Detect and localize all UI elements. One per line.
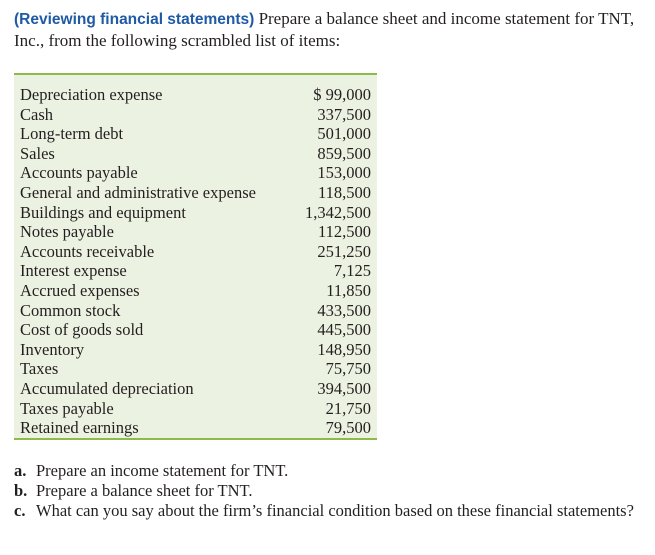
questions-list — [14, 461, 644, 521]
item-value: 433,500 — [317, 300, 371, 320]
table-row — [20, 340, 371, 360]
item-value: 7,125 — [333, 261, 371, 281]
item-label: Long-term debt — [20, 124, 124, 144]
item-label: Cost of goods sold — [20, 320, 144, 340]
table-row — [20, 261, 371, 281]
item-value: $ 99,000 — [313, 85, 371, 104]
item-value: 394,500 — [317, 378, 371, 398]
item-label: Taxes — [20, 359, 59, 379]
problem-text: Prepare a balance sheet and income statement for TNT, Inc., from the following scrambled list of items: — [14, 9, 635, 50]
items-list — [20, 85, 371, 438]
item-value: 11,850 — [326, 280, 371, 300]
item-label: Buildings and equipment — [20, 202, 186, 222]
table-row — [20, 144, 371, 164]
items-table — [14, 73, 377, 440]
item-label: Inventory — [20, 339, 85, 359]
table-row — [20, 163, 371, 183]
item-value: 859,500 — [317, 143, 371, 163]
item-label: Depreciation expense — [20, 85, 163, 104]
item-value: 112,500 — [317, 222, 371, 242]
item-value: 118,500 — [317, 182, 371, 202]
item-label: Interest expense — [20, 261, 127, 281]
item-label: General and administrative expense — [20, 182, 256, 202]
question-text: Prepare an income statement for TNT. — [36, 461, 289, 480]
item-label: Cash — [20, 104, 53, 124]
table-row — [20, 105, 371, 125]
item-value: 337,500 — [317, 104, 371, 124]
table-row — [20, 222, 371, 242]
item-label: Accounts payable — [20, 163, 138, 183]
table-row — [20, 359, 371, 379]
item-value: 153,000 — [317, 163, 371, 183]
problem-title: (Reviewing financial statements) — [14, 11, 255, 28]
item-value: 501,000 — [317, 124, 371, 144]
item-value: 75,750 — [325, 359, 371, 379]
table-row — [20, 124, 371, 144]
item-label: Sales — [20, 143, 55, 163]
table-row — [20, 418, 371, 438]
table-row — [20, 320, 371, 340]
table-row — [20, 301, 371, 321]
item-label: Common stock — [20, 300, 121, 320]
item-value: 21,750 — [325, 398, 371, 418]
question-item — [14, 481, 644, 501]
question-text: What can you say about the firm’s financial condition based on these financial statements? — [36, 501, 634, 520]
problem-intro — [14, 8, 644, 51]
item-label: Accrued expenses — [20, 280, 140, 300]
question-text: Prepare a balance sheet for TNT. — [36, 481, 253, 500]
table-row — [20, 183, 371, 203]
item-label: Accounts receivable — [20, 241, 155, 261]
question-label: a. — [14, 461, 27, 480]
table-row — [20, 85, 371, 105]
question-item — [14, 501, 644, 521]
item-label: Taxes payable — [20, 398, 114, 418]
table-row — [20, 399, 371, 419]
item-value: 148,950 — [317, 339, 371, 359]
table-row — [20, 281, 371, 301]
question-item — [14, 461, 644, 481]
table-row — [20, 203, 371, 223]
item-value: 445,500 — [317, 320, 371, 340]
item-label: Retained earnings — [20, 418, 139, 438]
table-row — [20, 379, 371, 399]
item-value: 251,250 — [317, 241, 371, 261]
item-label: Accumulated depreciation — [20, 378, 194, 398]
item-value: 79,500 — [325, 418, 371, 438]
item-label: Notes payable — [20, 222, 114, 242]
table-row — [20, 242, 371, 262]
question-label: c. — [14, 501, 26, 520]
question-label: b. — [14, 481, 28, 500]
item-value: 1,342,500 — [305, 202, 371, 222]
